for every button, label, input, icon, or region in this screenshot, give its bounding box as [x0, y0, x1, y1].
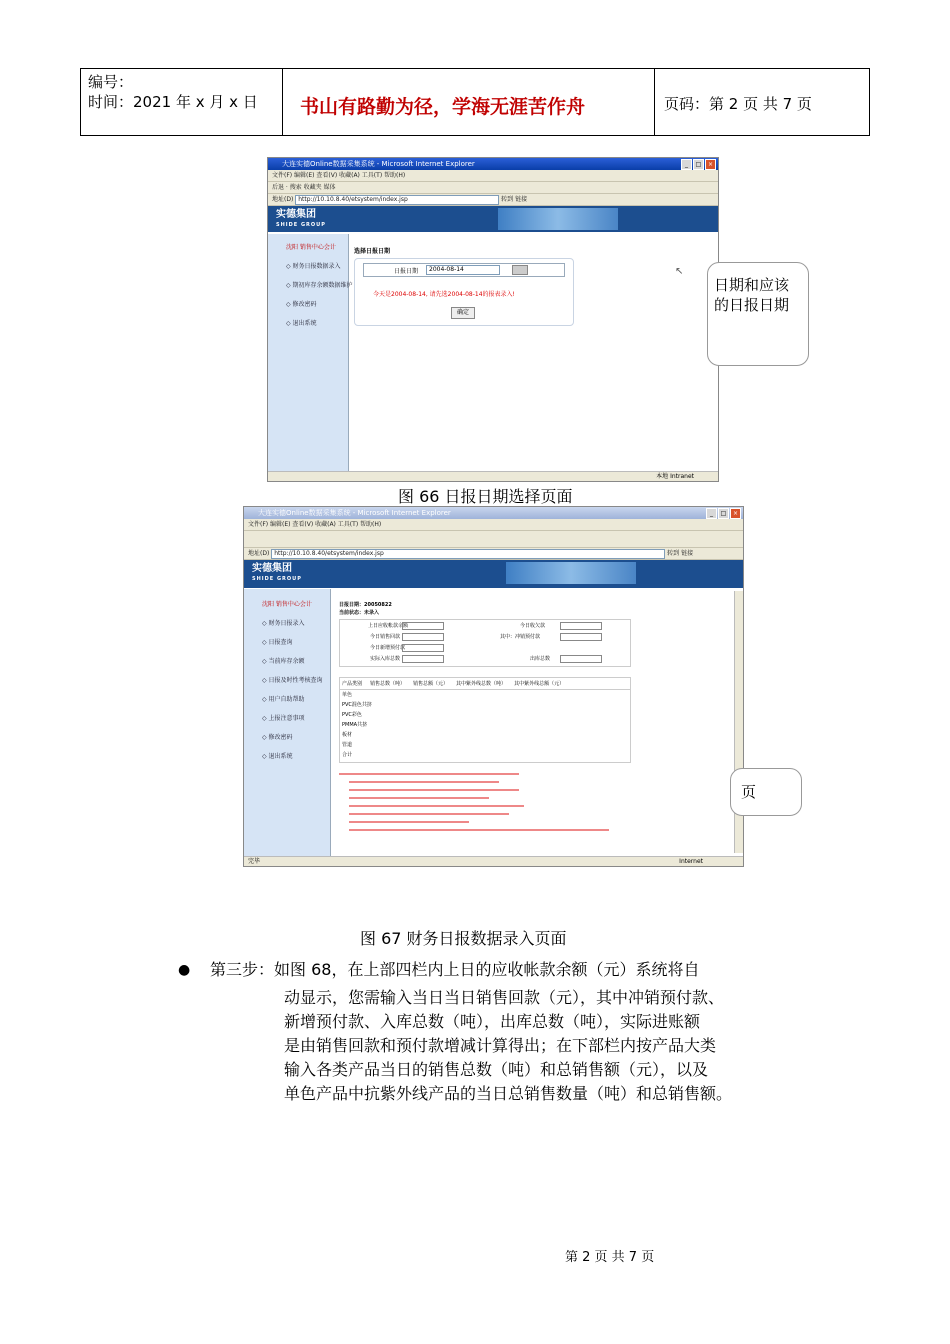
- logo: 实德集团 SHIDE GROUP: [252, 563, 302, 582]
- sidebar-item-notes[interactable]: ◇ 上报注意事项: [262, 715, 305, 722]
- field-label: 今日收欠款: [520, 623, 546, 629]
- field-label: 其中：冲销预付款: [500, 634, 541, 640]
- red-notes: [339, 769, 629, 849]
- address-bar: [244, 548, 743, 560]
- confirm-button[interactable]: 确定: [451, 307, 475, 319]
- step3-line-6: 单色产品中抗紫外线产品的当日总销售数量（吨）和总销售额。: [284, 1084, 733, 1103]
- step3-line-5: 输入各类产品当日的销售总数（吨）和总销售额（元），以及: [284, 1060, 709, 1079]
- status-left: 完毕: [248, 858, 261, 865]
- close-icon[interactable]: ×: [705, 159, 716, 170]
- links-button[interactable]: 链接: [681, 550, 694, 557]
- panel-title: 选择日报日期: [354, 248, 391, 255]
- address-bar: [268, 194, 718, 206]
- banner-image: [498, 208, 618, 230]
- column-header: 其中紫外线总数（吨）: [456, 681, 507, 687]
- address-input[interactable]: http://10.10.8.40/etsystem/index.jsp: [295, 195, 499, 205]
- header-divider: [80, 68, 81, 136]
- header-bottom-border: [80, 135, 870, 136]
- status-zone: Internet: [679, 858, 703, 865]
- table-row: PVC彩色: [342, 712, 362, 718]
- screenshot-report-entry: [243, 506, 744, 867]
- mouse-cursor-icon: ↖: [675, 266, 684, 277]
- sidebar-item-stock-balance[interactable]: ◇ 当前库存余额: [262, 658, 305, 665]
- sidebar-item-report-query[interactable]: ◇ 日报查询: [262, 639, 293, 646]
- step3-line-2: 动显示，您需输入当日当日销售回款（元），其中冲销预付款、: [284, 988, 725, 1007]
- status-bar: [268, 471, 718, 481]
- minimize-icon[interactable]: _: [681, 159, 692, 170]
- callout-box: [707, 262, 809, 366]
- outbound-input[interactable]: [560, 655, 602, 663]
- notice-text: 今天是2004-08-14, 请先选2004-08-14的报表录入!: [373, 291, 515, 298]
- step3-line-4: 是由销售回款和预付款增减计算得出；在下部栏内按产品大类: [284, 1036, 717, 1055]
- debt-input[interactable]: [560, 622, 602, 630]
- caption-figure-67: 图 67 财务日报数据录入页面: [360, 929, 567, 948]
- time-label: 时间：2021 年 x 月 x 日: [88, 93, 258, 111]
- calendar-icon[interactable]: [512, 265, 528, 275]
- sidebar-item-logout[interactable]: ◇ 退出系统: [262, 753, 293, 760]
- menu-bar[interactable]: 文件(F) 编辑(E) 查看(V) 收藏(A) 工具(T) 帮助(H): [244, 519, 743, 531]
- date-input[interactable]: 2004-08-14: [426, 265, 500, 275]
- callout-text: 页: [741, 783, 757, 801]
- maximize-icon[interactable]: □: [693, 159, 704, 170]
- summary-fields: [339, 619, 631, 667]
- column-header: 产品类别: [342, 681, 363, 687]
- sidebar-item-help[interactable]: ◇ 用户自助帮助: [262, 696, 305, 703]
- sales-return-input[interactable]: [402, 633, 444, 641]
- toolbar[interactable]: 后退 · 搜索 收藏夹 媒体: [268, 182, 718, 194]
- status-bar: [244, 856, 743, 866]
- table-row: 管道: [342, 742, 353, 748]
- menu-bar[interactable]: 文件(F) 编辑(E) 查看(V) 收藏(A) 工具(T) 帮助(H): [268, 170, 718, 182]
- go-button[interactable]: 转到: [501, 196, 514, 203]
- table-row: 单色: [342, 692, 353, 698]
- field-label: 今日销售回款: [370, 634, 401, 640]
- bullet-icon: ●: [178, 962, 191, 978]
- header-divider: [654, 68, 655, 136]
- date-panel: [354, 258, 574, 326]
- links-button[interactable]: 链接: [515, 196, 528, 203]
- sidebar-item-report-entry[interactable]: ◇ 财务日报录入: [262, 620, 305, 627]
- header-left: [88, 72, 258, 112]
- logo: 实德集团 SHIDE GROUP: [276, 209, 326, 228]
- sidebar-item-report-entry[interactable]: ◇ 财务日报数据录入: [286, 263, 341, 270]
- status-zone: 本地 Intranet: [656, 473, 694, 480]
- ie-title-bar: [268, 158, 718, 170]
- report-date: 日报日期：20050822: [339, 602, 392, 608]
- column-header: 销售总数（吨）: [370, 681, 406, 687]
- date-label: 日报日期: [394, 268, 419, 275]
- header-divider: [869, 68, 870, 136]
- window-title: 大连实德Online数据采集系统 - Microsoft Internet Explorer: [258, 509, 451, 517]
- column-header: 销售总额（元）: [413, 681, 449, 687]
- address-label: 地址(D): [272, 196, 294, 203]
- sidebar-item-change-password[interactable]: ◇ 修改密码: [286, 301, 317, 308]
- address-label: 地址(D): [248, 550, 270, 557]
- step3-line-3: 新增预付款、入库总数（吨），出库总数（吨），实际进账额: [284, 1012, 701, 1031]
- window-title: 大连实德Online数据采集系统 - Microsoft Internet Explorer: [282, 160, 475, 168]
- sidebar-item-change-password[interactable]: ◇ 修改密码: [262, 734, 293, 741]
- minimize-icon[interactable]: _: [706, 508, 717, 519]
- sidebar-item-timeliness[interactable]: ◇ 日报及时性考核查询: [262, 677, 323, 684]
- table-row: PMMA共挤: [342, 722, 368, 728]
- inbound-input[interactable]: [402, 655, 444, 663]
- sidebar-user: 沈阳 销售中心会计: [262, 601, 312, 608]
- callout-box: [730, 768, 802, 816]
- address-input[interactable]: http://10.10.8.40/etsystem/index.jsp: [271, 549, 665, 559]
- banner: [268, 206, 718, 232]
- date-row: [363, 263, 565, 277]
- number-label: 编号：: [88, 73, 134, 91]
- caption-figure-66: 图 66 日报日期选择页面: [398, 487, 573, 506]
- screenshot-date-select: [267, 157, 719, 482]
- product-table: [339, 677, 631, 763]
- header-motto: 书山有路勤为径，学海无涯苦作舟: [300, 96, 586, 118]
- sidebar-item-opening-stock[interactable]: ◇ 期初库存余额数据维护: [286, 282, 353, 289]
- field-label: 出库总数: [530, 656, 551, 662]
- field-label: 实际入库总数: [370, 656, 401, 662]
- callout-text: 日期和应该 的日报日期: [714, 276, 790, 314]
- new-prepay-input[interactable]: [402, 644, 444, 652]
- offset-input[interactable]: [560, 633, 602, 641]
- column-header: 其中紫外线总额（元）: [514, 681, 565, 687]
- banner: [244, 560, 743, 588]
- sidebar-item-logout[interactable]: ◇ 退出系统: [286, 320, 317, 327]
- header-divider: [282, 68, 283, 136]
- table-row: 合计: [342, 752, 353, 758]
- sidebar-user: 沈阳 销售中心会计: [286, 244, 336, 251]
- step3-line-1: 第三步：如图 68，在上部四栏内上日的应收帐款余额（元）系统将自: [210, 960, 700, 979]
- maximize-icon[interactable]: □: [718, 508, 729, 519]
- ar-balance-input[interactable]: [402, 622, 444, 630]
- table-row: PVC混色共挤: [342, 702, 372, 708]
- banner-image: [506, 562, 636, 584]
- report-state: 当前状态：未录入: [339, 610, 380, 616]
- sidebar: [244, 589, 331, 861]
- sidebar: [268, 234, 353, 478]
- table-header: [340, 678, 630, 690]
- report-header: [339, 601, 392, 617]
- toolbar[interactable]: [244, 531, 743, 548]
- table-row: 板材: [342, 732, 353, 738]
- header-page-label: 页码：第 2 页 共 7 页: [664, 95, 812, 113]
- field-label: 上日应收帐款余额: [368, 623, 409, 629]
- go-button[interactable]: 转到: [667, 550, 680, 557]
- header-top-border: [80, 68, 870, 69]
- field-label: 今日新增预付款: [370, 645, 406, 651]
- close-icon[interactable]: ×: [730, 508, 741, 519]
- page-footer: 第 2 页 共 7 页: [565, 1250, 655, 1265]
- ie-title-bar: [244, 507, 743, 519]
